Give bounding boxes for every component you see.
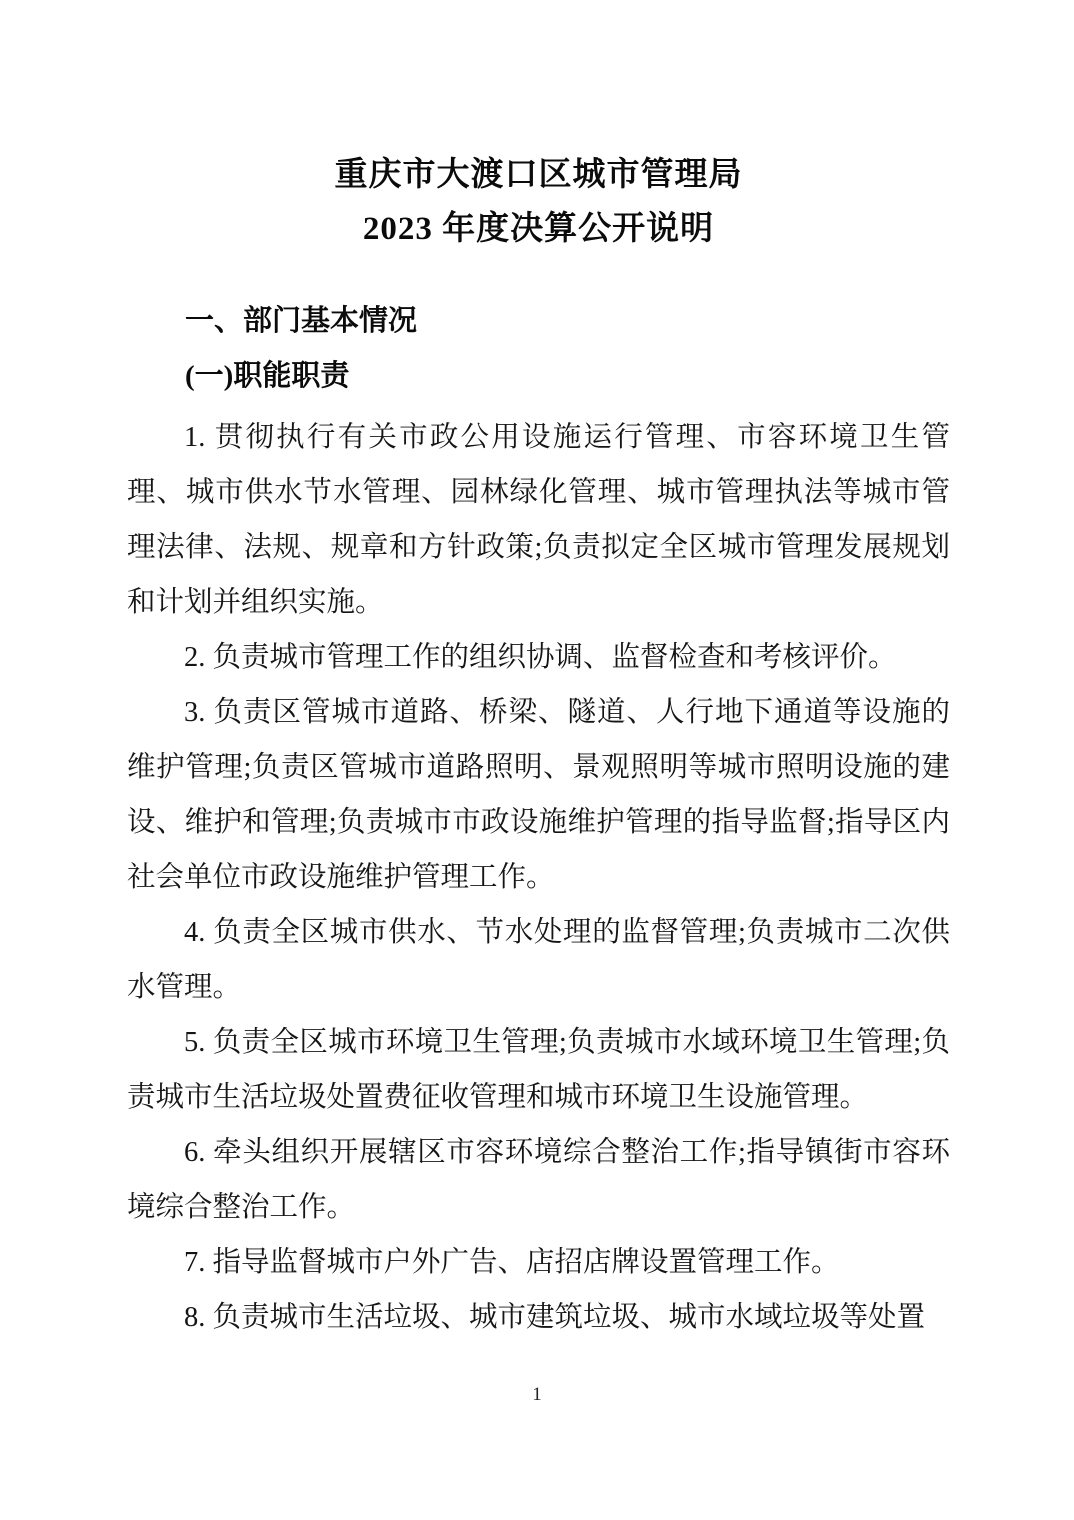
body-paragraph-6: 6. 牵头组织开展辖区市容环境综合整治工作;指导镇街市容环境综合整治工作。	[127, 1137, 950, 1223]
document-title-line2: 2023 年度决算公开说明	[362, 211, 715, 247]
document-header	[127, 148, 950, 256]
body-paragraph-5: 5. 负责全区城市环境卫生管理;负责城市水域环境卫生管理;负责城市生活垃圾处置费征收管理和城市环境卫生设施管理。	[127, 1027, 950, 1113]
body-paragraph-1: 1. 贯彻执行有关市政公用设施运行管理、市容环境卫生管理、城市供水节水管理、园林绿化管理、城市管理执法等城市管理法律、法规、规章和方针政策;负责拟定全区城市管理发展规划和计划并组织实施。	[127, 422, 950, 618]
body-paragraph-8: 8. 负责城市生活垃圾、城市建筑垃圾、城市水域垃圾等处置	[184, 1302, 926, 1333]
body-paragraph-3: 3. 负责区管城市道路、桥梁、隧道、人行地下通道等设施的维护管理;负责区管城市道路照明、景观照明等城市照明设施的建设、维护和管理;负责城市市政设施维护管理的指导监督;指导区内社会单位市政设施维护管理工作。	[127, 697, 950, 893]
body-paragraph-2: 2. 负责城市管理工作的组织协调、监督检查和考核评价。	[184, 642, 897, 673]
body-paragraph-7: 7. 指导监督城市户外广告、店招店牌设置管理工作。	[184, 1247, 840, 1278]
section-heading-basic-info: 一、部门基本情况	[185, 305, 418, 337]
page-number: 1	[532, 1384, 542, 1405]
document-title-line1: 重庆市大渡口区城市管理局	[334, 157, 743, 193]
subsection-heading-duties: (一)职能职责	[185, 360, 350, 392]
body-paragraph-4: 4. 负责全区城市供水、节水处理的监督管理;负责城市二次供水管理。	[127, 917, 950, 1003]
